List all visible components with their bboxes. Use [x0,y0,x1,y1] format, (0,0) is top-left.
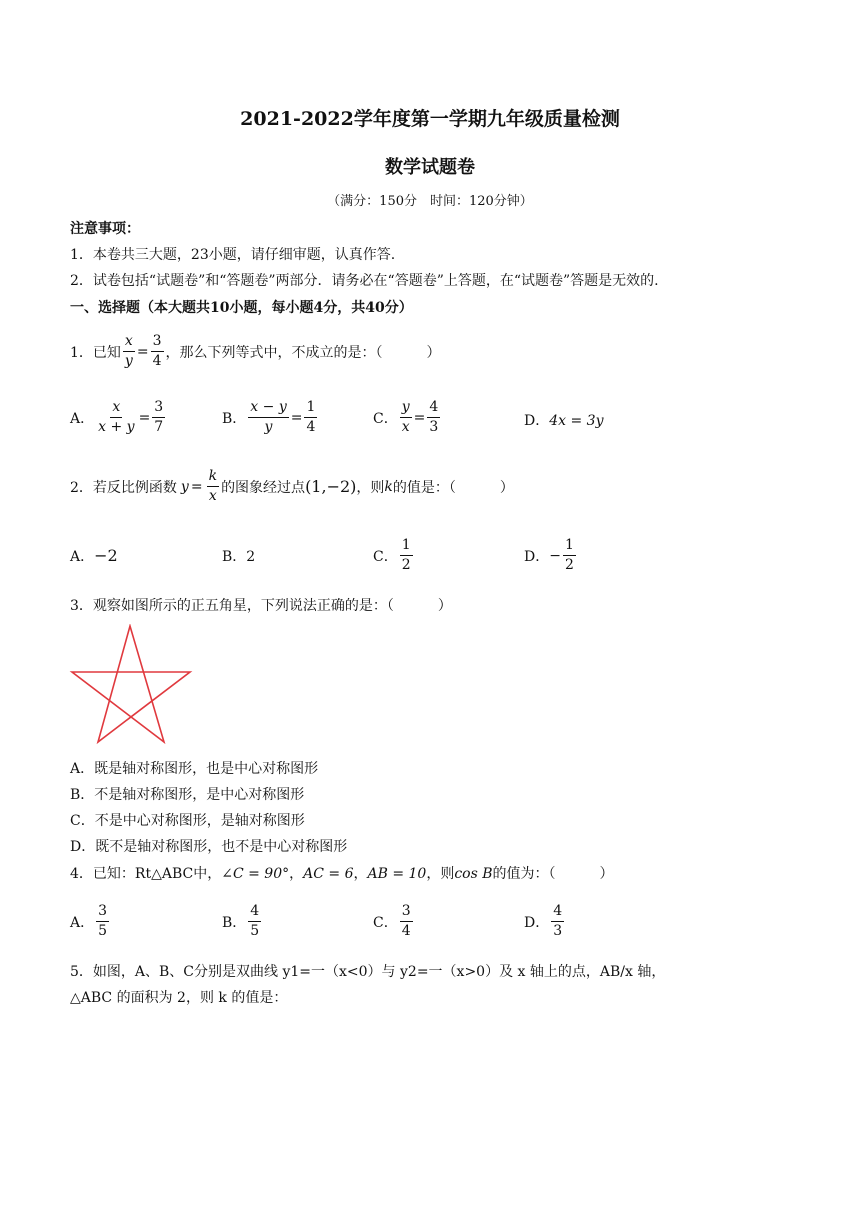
exam-subtitle: 数学试题卷 [385,157,475,178]
q2-option-d: D． − $\frac{1}{2}$ [524,537,574,573]
question-5-line-1: 5．如图，A、B、C分别是双曲线 y1=一（x<0）与 y2=一（x>0）及 x 轴上的点，AB/x 轴， [70,964,666,980]
q1-option-d: D．4x = 3y [524,413,604,429]
q4-option-d: D． $\frac{4}{3}$ [524,903,563,939]
q3-option-b: B．不是轴对称图形，是中心对称图形 [70,787,305,803]
q1-option-c: C． $\frac{y}{x}$ = $\frac{4}{3}$ [373,399,439,435]
question-5-line-2: △ABC 的面积为 2，则 k 的值是： [70,990,288,1006]
q1-option-a: A． $\frac{x}{x + y}$ = $\frac{3}{7}$ [70,399,164,435]
q2-option-c: C． $\frac{1}{2}$ [373,537,411,573]
q4-option-a: A． $\frac{3}{5}$ [70,903,108,939]
note-item: 2．试卷包括“试题卷”和“答题卷”两部分．请务必在“答题卷”上答题，在“试题卷”答题是无效的. [70,273,659,289]
q4-option-c: C． $\frac{3}{4}$ [373,903,411,939]
q4-option-b: B． $\frac{4}{5}$ [222,903,260,939]
q3-option-c: C．不是中心对称图形，是轴对称图形 [70,813,305,829]
question-2-stem: 2．若反比例函数 y = $\frac{k}{x}$ 的图象经过点 (1,−2) ，则 k 的值是：（ ） [70,468,514,504]
note-item: 1．本卷共三大题，23小题，请仔细审题，认真作答. [70,247,396,263]
question-3-stem: 3．观察如图所示的正五角星，下列说法正确的是：（ ） [70,598,452,614]
notes-heading: 注意事项： [70,221,140,237]
exam-title: 2021-2022学年度第一学期九年级质量检测 [240,108,620,130]
star-icon [72,626,190,742]
q3-option-d: D．既不是轴对称图形，也不是中心对称图形 [70,839,348,855]
q2-option-b: B．2 [222,549,256,565]
exam-info: （满分：150分 时间：120分钟） [327,194,533,209]
q3-option-a: A．既是轴对称图形，也是中心对称图形 [70,761,319,777]
q1-option-b: B． $\frac{x - y}{y}$ = $\frac{1}{4}$ [222,399,316,435]
pentagram-figure [66,624,198,746]
section-heading: 一、选择题（本大题共10小题，每小题4分，共40分） [70,300,413,316]
question-1-stem: 1．已知 $\frac{x}{y}$ = $\frac{3}{4}$ ，那么下列等式中，不成立的是：（ ） [70,333,441,369]
q2-option-a: A．−2 [70,546,118,565]
question-4-stem: 4．已知：Rt△ABC中，∠C = 90°，AC = 6，AB = 10，则cos B的值为：（ ） [70,866,614,882]
